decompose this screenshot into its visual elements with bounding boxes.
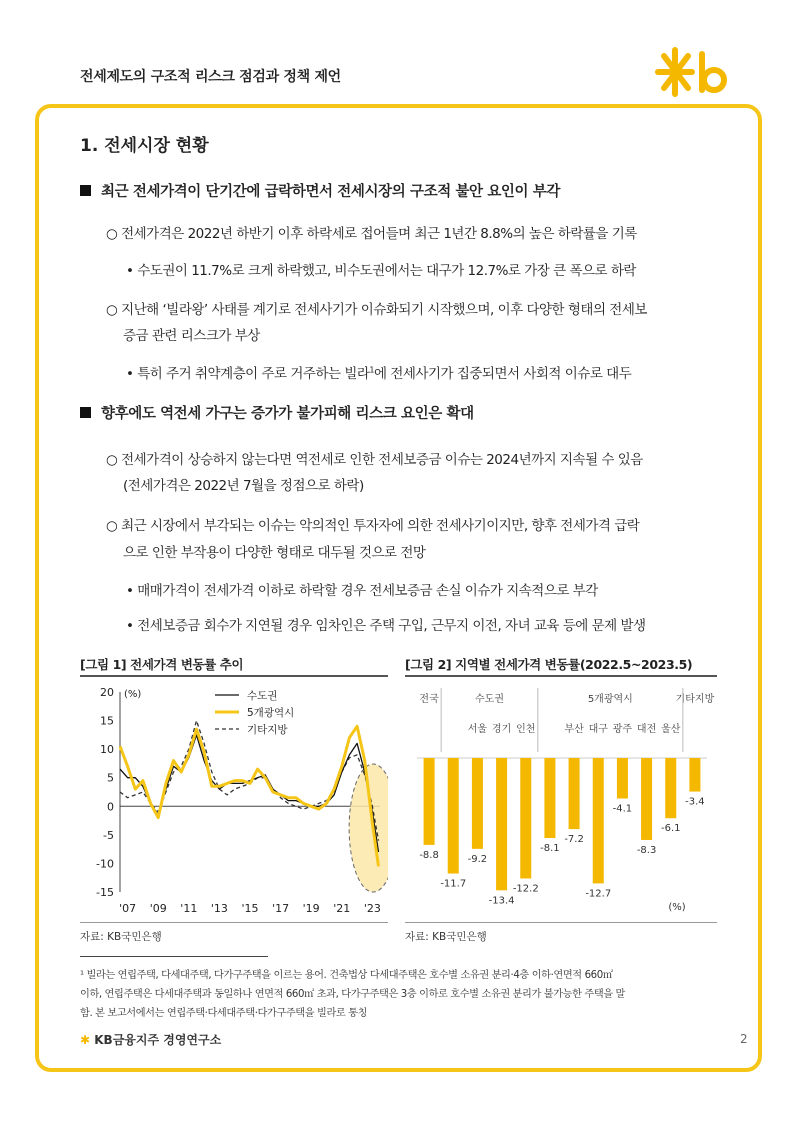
bar-value-label: -6.1	[660, 823, 681, 835]
bar-3	[472, 758, 483, 849]
bar-12	[689, 758, 700, 792]
bar-value-label: -8.1	[540, 842, 560, 854]
point-1-2-line2: 증금 관련 리스크가 부상	[123, 328, 260, 344]
footer-logo	[80, 1031, 221, 1048]
bar-value-label: -4.1	[612, 803, 633, 815]
bar-10	[641, 758, 652, 840]
key-point-2-text: 향후에도 역전세 가구는 증가가 불가피해 리스크 요인은 확대	[101, 406, 474, 422]
point-2-2-line1: ○ 최근 시장에서 부각되는 이슈는 악의적인 투자자에 의한 전세사기이지만, 향후 전세가격 급락	[106, 518, 640, 534]
group-label: 전국	[419, 694, 439, 705]
footer-org: KB금융지주 경영연구소	[94, 1033, 222, 1047]
x-tick-label: '17	[272, 902, 290, 915]
point-2-1-line2: (전세가격은 2022년 7월을 정점으로 하락)	[123, 478, 364, 494]
footnote-rule	[80, 956, 268, 957]
line-chart	[80, 680, 388, 920]
point-2-2-line2: 으로 인한 부작용이 다양한 형태로 대두될 것으로 전망	[123, 545, 426, 561]
x-tick-label: '07	[119, 902, 137, 915]
key-point-2	[80, 402, 474, 423]
series-line-2	[120, 726, 379, 866]
page-number: 2	[740, 1032, 748, 1046]
y-tick-label: -15	[96, 886, 114, 899]
footnote-line-2: 이하, 연립주택은 다세대주택과 동일하나 연면적 660㎡ 초과, 다가구주택은 3층 이하로 호수별 소유권 분리가 불가능한 주택을 말	[80, 989, 625, 1000]
y-tick-label: 20	[100, 686, 114, 699]
bar-7	[569, 758, 580, 829]
bar-5	[520, 758, 531, 878]
point-2-2-detail-1: • 매매가격이 전세가격 이하로 하락할 경우 전세보증금 손실 이슈가 지속적으로 부각	[126, 583, 598, 599]
bar-11	[665, 758, 676, 818]
sub-label: 인천	[516, 724, 536, 735]
sub-label: 서울	[467, 724, 488, 735]
x-tick-label: '19	[302, 902, 320, 915]
bar-2	[448, 758, 459, 874]
point-2-2-detail-2: • 전세보증금 회수가 지연될 경우 임차인은 주택 구입, 근무지 이전, 자녀 교육 등에 문제 발생	[126, 618, 646, 634]
x-tick-label: '13	[210, 902, 228, 915]
sub-label: 부산	[564, 724, 584, 735]
bar-8	[593, 758, 604, 883]
footnote-line-3: 함. 본 보고서에서는 연립주택·다세대주택·다가구주택을 빌라로 통칭	[80, 1008, 368, 1019]
footnote-line-1: ¹ 빌라는 연립주택, 다세대주택, 다가구주택을 이르는 용어. 건축법상 다세대주택은 호수별 소유권 분리·4층 이하·연면적 660㎡	[80, 970, 613, 981]
y-tick-label: -10	[96, 857, 114, 871]
unit-label: (%)	[124, 689, 142, 700]
point-1-2-detail	[126, 362, 631, 382]
figure-1-bottom-rule	[80, 922, 388, 923]
bar-value-label: -12.2	[512, 883, 539, 895]
point-1-2-line1: ○ 지난해 ‘빌라왕’ 사태를 계기로 전세사기가 이슈화되기 시작했으며, 이후 다양한 형태의 전세보	[106, 302, 647, 318]
group-label: 5개광역시	[587, 694, 633, 705]
figure-1-rule	[80, 675, 388, 677]
group-label: 기타지방	[675, 694, 715, 705]
y-tick-label: 0	[107, 800, 114, 814]
y-tick-label: 10	[100, 743, 114, 757]
bar-6	[544, 758, 555, 838]
square-bullet-icon	[80, 407, 91, 418]
bar-value-label: -13.4	[488, 895, 515, 907]
legend-label: 5개광역시	[247, 707, 295, 719]
square-bullet-icon	[80, 185, 91, 196]
figure-1-source: 자료: KB국민은행	[80, 931, 162, 943]
series-line-1	[120, 735, 379, 852]
x-tick-label: '09	[149, 902, 167, 915]
bar-9	[617, 758, 628, 798]
kb-logo-icon	[652, 46, 730, 98]
bar-4	[496, 758, 507, 890]
unit-label: (%)	[668, 902, 686, 913]
bar-value-label: -3.4	[685, 796, 705, 808]
key-point-1	[80, 180, 560, 201]
point-1-1-detail: • 수도권이 11.7%로 크게 하락했고, 비수도권에서는 대구가 12.7%로 가장 큰 폭으로 하락	[126, 263, 636, 279]
figure-2-bottom-rule	[405, 922, 717, 923]
group-label: 수도권	[475, 694, 504, 705]
y-tick-label: 5	[107, 771, 114, 785]
kb-star-icon: ✱	[80, 1033, 91, 1047]
bar-value-label: -8.8	[419, 849, 439, 861]
bar-value-label: -11.7	[440, 878, 467, 890]
x-tick-label: '15	[241, 902, 259, 915]
detail-text-b: 에 전세사기가 집중되면서 사회적 이슈로 대두	[374, 366, 632, 382]
footnote-ref[interactable]: 1	[369, 365, 375, 375]
x-tick-label: '23	[363, 902, 381, 915]
document-header-title: 전세제도의 구조적 리스크 점검과 정책 제언	[80, 69, 341, 85]
key-point-1-text: 최근 전세가격이 단기간에 급락하면서 전세시장의 구조적 불안 요인이 부각	[101, 184, 560, 200]
sub-label: 울산	[661, 724, 681, 735]
bar-value-label: -9.2	[467, 853, 488, 865]
figure-1-title: [그림 1] 전세가격 변동률 추이	[80, 657, 244, 672]
bar-value-label: -7.2	[564, 834, 584, 846]
bar-chart	[405, 680, 717, 920]
sub-label: 대구	[588, 724, 608, 735]
sub-label: 대전	[636, 724, 657, 735]
x-tick-label: '11	[180, 902, 198, 915]
y-tick-label: 15	[100, 714, 114, 728]
legend-label: 기타지방	[247, 724, 288, 736]
bar-value-label: -12.7	[585, 888, 612, 900]
sub-label: 경기	[491, 724, 512, 735]
point-1-1: ○ 전세가격은 2022년 하반기 이후 하락세로 접어들며 최근 1년간 8.8%의 높은 하락률을 기록	[106, 226, 637, 242]
section-title: 1. 전세시장 현황	[80, 136, 209, 156]
x-tick-label: '21	[333, 902, 351, 915]
detail-text-a: • 특히 주거 취약계층이 주로 거주하는 빌라	[126, 366, 370, 382]
figure-2-rule	[405, 675, 717, 677]
figure-2-source: 자료: KB국민은행	[405, 931, 487, 943]
legend-label: 수도권	[247, 690, 278, 702]
point-2-1-line1: ○ 전세가격이 상승하지 않는다면 역전세로 인한 전세보증금 이슈는 2024년까지 지속될 수 있음	[106, 452, 643, 468]
figure-2-title: [그림 2] 지역별 전세가격 변동률(2022.5~2023.5)	[405, 657, 693, 672]
y-tick-label: -5	[103, 828, 114, 842]
bar-1	[424, 758, 435, 845]
sub-label: 광주	[612, 724, 633, 735]
bar-value-label: -8.3	[636, 844, 657, 856]
